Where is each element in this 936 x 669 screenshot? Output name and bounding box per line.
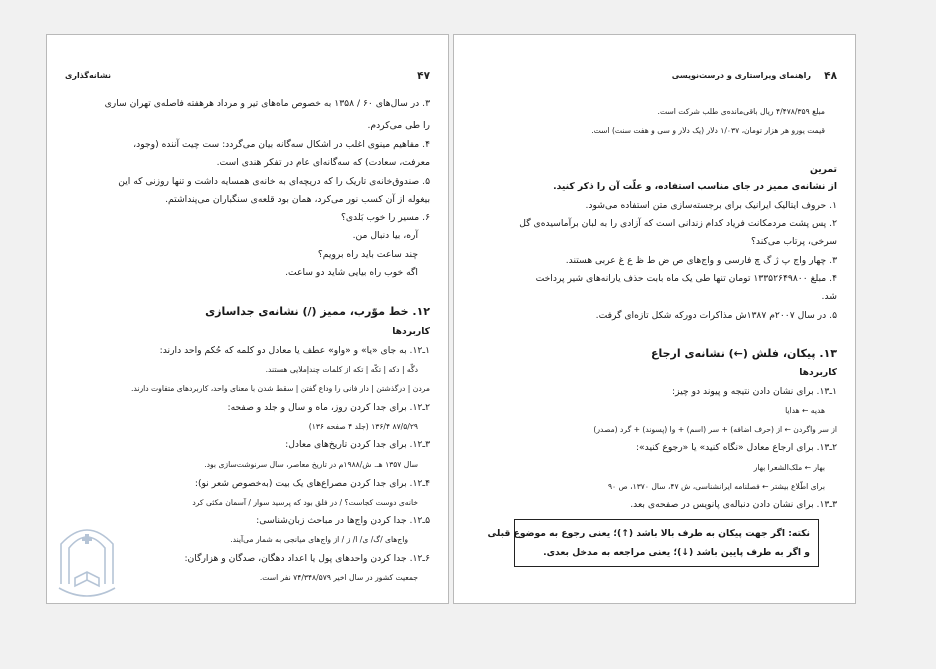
example-line: ۸۷/۵/۲۹ ۱۳۶/۴ (جلد ۴ صفحه ۱۳۶) bbox=[308, 422, 418, 431]
page-header bbox=[65, 71, 430, 85]
subheading: کاربردها bbox=[799, 367, 837, 378]
example-line: خانه‌ی دوست کجاست؟ / در فلق بود که پرسید سوار / آسمان مکثی کرد bbox=[192, 498, 418, 507]
text-line: معرفت، سعادت) که سه‌گانه‌ای عام در تفکر هندی است. bbox=[216, 157, 430, 168]
text-line: اگه خوب راه بیایی شاید دو ساعت. bbox=[285, 267, 418, 278]
note-line: و اگر به طرف پایین باشد (↓)؛ یعنی مراجعه به مدخل بعدی. bbox=[543, 547, 810, 558]
library-watermark bbox=[55, 514, 119, 602]
example-line: بهار ← ملک‌الشعرا بهار bbox=[753, 463, 825, 472]
text-line: ۳ـ۱۳. برای نشان دادن دنباله‌ی پانویس در صفحه‌ی بعد. bbox=[630, 499, 837, 510]
text-line: ۴. مفاهیم مینوی اغلب در اشکال سه‌گانه بیان می‌گردد: ست چیت آننده (وجود، bbox=[133, 139, 430, 150]
example-line: مردن | درگذشتن | دار فانی را وداع گفتن | سقط شدن با معنای واحد، کاربردهای متفاوت دارند. bbox=[130, 384, 430, 393]
example-line: قیمت یورو هر هزار تومان، ۱/۰۳۷ دلار (یک دلار و سی و هفت سنت) است. bbox=[591, 126, 825, 135]
example-line: جمعیت کشور در سال اخیر ۷۴/۳۴۸/۵۷۹ نفر است. bbox=[259, 573, 418, 582]
example-line: هدیه ← هدایا bbox=[785, 406, 825, 415]
text-line: ۶. مسیر را خوب بَلدی؟ bbox=[340, 212, 430, 223]
text-line: ۲. پس پشت مردمکانت فریاد کدام زندانی است که آزادی را به لبان برآماسیده‌ی گل bbox=[519, 218, 837, 229]
text-line: ۴ـ۱۲. برای جدا کردن مصراع‌های یک بیت (به‌خصوص شعر نو): bbox=[194, 478, 430, 489]
example-line: مبلغ ۴/۴۷۸/۳۵۹ ریال باقی‌مانده‌ی طلب شرکت است. bbox=[657, 107, 825, 116]
page-47 bbox=[46, 34, 449, 604]
note-box bbox=[487, 519, 819, 567]
page-number: ۴۸ bbox=[824, 70, 837, 82]
subheading: کاربردها bbox=[392, 326, 430, 337]
text-line: ۵. صندوق‌خانه‌ی تاریک را که دریچه‌ای به خانه‌ی همسایه داشت و تنها روزنی که این bbox=[118, 176, 430, 187]
example-line: واج‌های /گ/ ی/ ا/ ز / از واج‌های میانجی به شمار می‌آیند. bbox=[230, 535, 408, 544]
watermark-emblem bbox=[55, 514, 119, 602]
example-line: از سر واگردن ← از (حرف اضافه) + سر (اسم) + وا (پسوند) + گرد (مصدر) bbox=[593, 425, 837, 434]
example-line: دگّه | دکه | تکّه | تکه از کلمات چندإملایی هستند. bbox=[265, 365, 418, 374]
text-line: ۵ـ۱۲. جدا کردن واج‌ها در مباحث زبان‌شناسی: bbox=[256, 515, 430, 526]
text-line: ۶ـ۱۲. جدا کردن واحدهای پول یا اعداد دهگان، صدگان و هزارگان: bbox=[184, 553, 430, 564]
text-line: بیغوله از آن کسب نور می‌کرد، همان بود قلعه‌ی سنگباران می‌پنداشتم. bbox=[165, 194, 430, 205]
text-line: ۲ـ۱۳. برای ارجاع معادل «نگاه کنید» یا «رجوع کنید»: bbox=[635, 442, 837, 453]
exercise-heading: تمرین bbox=[809, 164, 837, 175]
text-line: ۳. چهار واج پ ژ گ چ فارسی و واج‌های ص ض ط ظ ع غ عربی هستند. bbox=[565, 255, 837, 266]
running-title: نشانه‌گذاری bbox=[65, 71, 111, 80]
text-line: آره، بیا دنبال من. bbox=[352, 230, 418, 241]
section-heading: ۱۲. خط موّرب، ممیز (/) نشانه‌ی جداسازی bbox=[205, 305, 430, 318]
section-heading: ۱۳. پیکان، فلش (←) نشانه‌ی ارجاع bbox=[650, 347, 837, 360]
text-line: را طی می‌کردم. bbox=[367, 120, 430, 131]
text-line: ۵. در سال ۲۰۰۷م ۱۳۸۷ش مذاکرات دورکه شکل تازه‌ای گرفت. bbox=[595, 310, 837, 321]
text-line: ۳. در سال‌های ۶۰ / ۱۳۵۸ به خصوص ماه‌های تیر و مرداد هرهفته فاصله‌ی تهران ساری bbox=[104, 98, 430, 109]
text-line: شد. bbox=[821, 291, 837, 302]
example-line: برای اطّلاع بیشتر ← فصلنامه ایرانشناسی، ش ۴۷، سال ۱۳۷۰، ص ۹۰ bbox=[607, 482, 825, 491]
text-line: ۴. مبلغ ۱۳۳۵۲۶۴۹۸۰۰ تومان تنها طی یک ماه بابت حذف یارانه‌های شیر پرداخت bbox=[535, 273, 837, 284]
text-line: ۳ـ۱۲. برای جدا کردن تاریخ‌های معادل: bbox=[285, 439, 430, 450]
text-line: ۱. حروف ایتالیک ایرانیک برای برجسته‌سازی متن استفاده می‌شود. bbox=[585, 200, 837, 211]
note-line: نکته: اگر جهت پیکان به طرف بالا باشد (↑)؛ یعنی رجوع به موضوع قبلی bbox=[487, 528, 810, 539]
exercise-instruction: از نشانه‌ی ممیز در جای مناسب استفاده، و علّت آن را ذکر کنید. bbox=[553, 181, 837, 192]
text-line: ۱ـ۱۳. برای نشان دادن نتیجه و پیوند دو چیز: bbox=[672, 386, 837, 397]
text-line: سرخی، پرتاب می‌کند؟ bbox=[751, 236, 837, 247]
example-line: سال ۱۳۵۷ هـ. ش/۱۹۸۸م در تاریخ معاصر، سال سرنوشت‌سازی بود. bbox=[204, 460, 418, 469]
running-title: راهنمای ویراستاری و درست‌نویسی bbox=[671, 71, 811, 80]
page-48 bbox=[453, 34, 856, 604]
text-line: چند ساعت باید راه برویم؟ bbox=[317, 249, 418, 260]
page-number: ۴۷ bbox=[417, 70, 430, 82]
page-header bbox=[472, 71, 837, 85]
text-line: ۲ـ۱۲. برای جدا کردن روز، ماه و سال و جلد و صفحه: bbox=[227, 402, 430, 413]
text-line: ۱ـ۱۲. به جای «یا» و «واو» عطف یا معادل دو کلمه که حُکم واحد دارند: bbox=[159, 345, 430, 356]
